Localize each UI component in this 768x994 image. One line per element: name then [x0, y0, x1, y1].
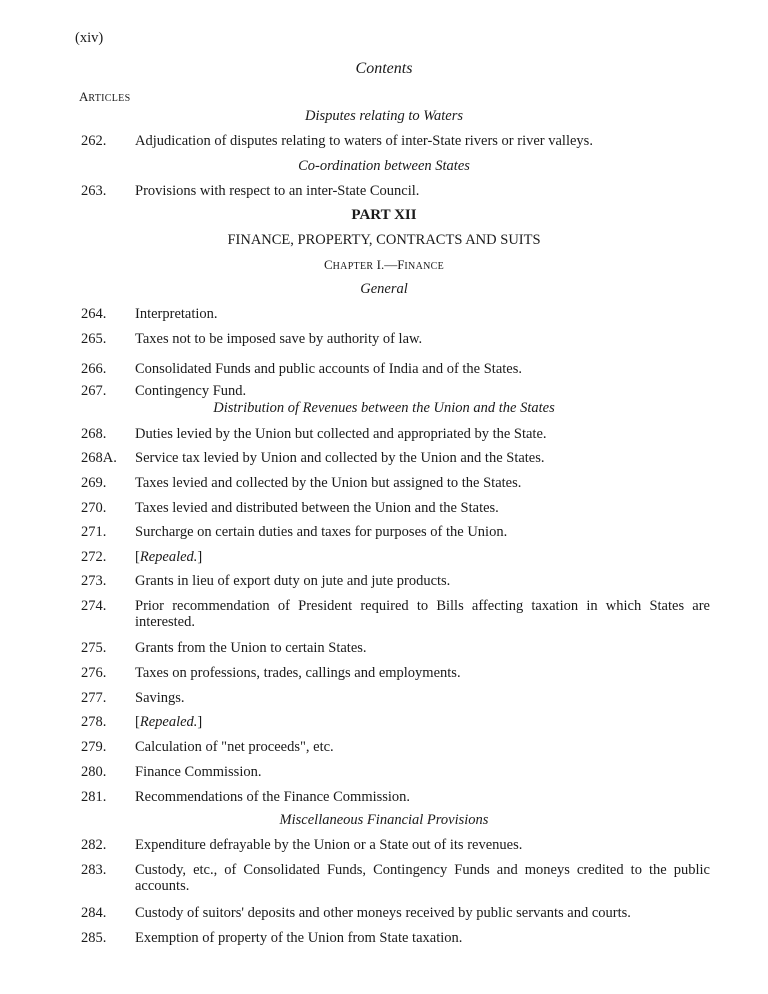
article-num: 272. — [81, 549, 107, 565]
article-num: 282. — [81, 837, 107, 853]
article-num: 267. — [81, 383, 107, 399]
article-title: [Repealed.] — [135, 714, 203, 730]
article-num: 265. — [81, 331, 107, 347]
article-title: [Repealed.] — [135, 549, 203, 565]
section-heading-general: General — [360, 281, 408, 297]
article-title: Recommendations of the Finance Commission. — [135, 789, 411, 805]
article-title: Taxes levied and distributed between the Union and the States. — [135, 500, 499, 516]
article-title: Taxes not to be imposed save by authority of law. — [135, 331, 423, 347]
article-title: Duties levied by the Union but collected and appropriated by the State. — [135, 426, 547, 442]
chapter-heading: CHAPTER I.—FINANCE — [323, 257, 444, 272]
part-title: FINANCE, PROPERTY, CONTRACTS AND SUITS — [227, 232, 541, 248]
article-title: Consolidated Funds and public accounts of India and of the States. — [135, 361, 522, 377]
article-num: 275. — [81, 640, 107, 656]
page-number: (xiv) — [75, 30, 104, 46]
article-num: 262. — [81, 133, 107, 149]
article-num: 266. — [81, 361, 107, 377]
article-title: Finance Commission. — [135, 764, 262, 780]
article-num: 264. — [81, 306, 107, 322]
article-num: 277. — [81, 690, 107, 706]
section-heading-distribution: Distribution of Revenues between the Union and the States — [213, 400, 555, 416]
article-title: Adjudication of disputes relating to waters of inter-State rivers or river valleys. — [135, 133, 593, 149]
article-num: 270. — [81, 500, 107, 516]
articles-label: ARTICLES — [79, 89, 131, 104]
article-num: 284. — [81, 905, 107, 921]
article-title: Service tax levied by Union and collected by the Union and the States. — [135, 450, 545, 466]
article-num: 273. — [81, 573, 107, 589]
article-title: Grants in lieu of export duty on jute and jute products. — [135, 573, 451, 589]
article-title: Contingency Fund. — [135, 383, 247, 399]
article-title: Exemption of property of the Union from State taxation. — [135, 930, 463, 946]
article-title: Taxes on professions, trades, callings and employments. — [135, 665, 461, 681]
section-heading-coordination-states: Co-ordination between States — [298, 158, 470, 174]
article-num: 269. — [81, 475, 107, 491]
article-num: 274. — [81, 598, 107, 614]
article-num: 280. — [81, 764, 107, 780]
article-num: 271. — [81, 524, 107, 540]
article-num: 263. — [81, 183, 107, 199]
contents-title: Contents — [355, 60, 413, 77]
article-num: 278. — [81, 714, 107, 730]
article-title: Prior recommendation of President required to Bills affecting taxation in which States are interested. — [135, 598, 710, 630]
part-heading: PART XII — [351, 207, 417, 223]
article-title: Surcharge on certain duties and taxes for purposes of the Union. — [135, 524, 508, 540]
article-title: Provisions with respect to an inter-State Council. — [135, 183, 420, 199]
article-title: Taxes levied and collected by the Union but assigned to the States. — [135, 475, 522, 491]
article-num: 268A. — [81, 450, 117, 466]
article-title: Calculation of "net proceeds", etc. — [135, 739, 334, 755]
article-num: 285. — [81, 930, 107, 946]
section-heading-disputes-waters: Disputes relating to Waters — [304, 108, 464, 124]
article-num: 268. — [81, 426, 107, 442]
article-title: Expenditure defrayable by the Union or a State out of its revenues. — [135, 837, 523, 853]
article-title: Grants from the Union to certain States. — [135, 640, 367, 656]
article-num: 279. — [81, 739, 107, 755]
article-num: 281. — [81, 789, 107, 805]
article-title: Custody of suitors' deposits and other moneys received by public servants and courts. — [135, 905, 631, 921]
article-num: 283. — [81, 862, 107, 878]
article-num: 276. — [81, 665, 107, 681]
article-title: Interpretation. — [135, 306, 218, 322]
article-title: Savings. — [135, 690, 185, 706]
section-heading-misc-financial: Miscellaneous Financial Provisions — [279, 812, 489, 828]
article-title: Custody, etc., of Consolidated Funds, Contingency Funds and moneys credited to the public accounts. — [135, 862, 710, 894]
